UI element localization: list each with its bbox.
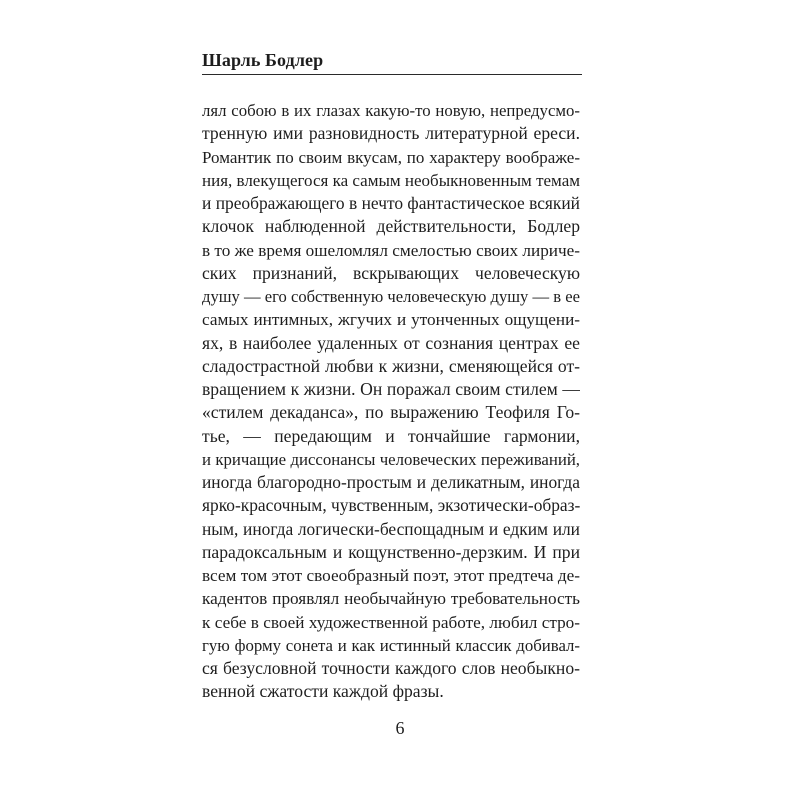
page-number: 6 — [395, 718, 405, 738]
running-head: Шарль Бодлер — [202, 50, 324, 70]
text-line: самых интимных, жгучих и утонченных ощущени- — [202, 310, 580, 330]
text-line: ярко-красочным, чувственным, экзотически-образ- — [202, 495, 580, 516]
body-text — [202, 99, 580, 704]
text-line: и кричащие диссонансы человеческих переживаний, — [202, 449, 580, 469]
text-line: ся безусловной точности каждого слов необыкно- — [202, 658, 580, 678]
text-line: кадентов проявлял необычайную требовательность — [202, 589, 580, 609]
text-line: в то же время ошеломлял смелостью своих лириче- — [202, 240, 580, 260]
text-line: парадоксальным и кощунственно-дерзким. И при — [202, 541, 580, 562]
text-line: ным, иногда логически-беспощадным и едким или — [202, 518, 580, 539]
text-line: всем том этот своеобразный поэт, этот предтеча де- — [202, 566, 580, 585]
text-line: тье, — передающим и тончайшие гармонии, — [202, 425, 580, 446]
text-line: вращением к жизни. Он поражал своим стилем — — [202, 379, 580, 399]
text-line: тренную ими разновидность литературной ереси. — [202, 123, 580, 144]
text-line: ях, в наиболее удаленных от сознания центрах ее — [202, 332, 580, 353]
text-line: иногда благородно-простым и деликатным, иногда — [202, 472, 580, 492]
text-line: лял собою в их глазах какую-то новую, непредусмо- — [202, 101, 580, 120]
text-line: и преображающего в нечто фантастическое всякий — [202, 193, 580, 213]
text-line: к себе в своей художественной работе, любил стро- — [202, 612, 580, 632]
text-line: клочок наблюденной действительности, Бодлер — [202, 216, 580, 237]
text-line: гую форму сонета и как истинный классик добивал- — [202, 635, 580, 655]
text-line: Романтик по своим вкусам, по характеру воображе- — [202, 147, 580, 167]
text-line: душу — его собственную человеческую душу — в ее — [202, 287, 580, 306]
text-line: ских признаний, вскрывающих человеческую — [202, 262, 580, 283]
text-line: «стилем декаданса», по выражению Теофиля Го- — [202, 402, 580, 423]
text-line: венной сжатости каждой фразы. — [202, 681, 444, 702]
text-line: ния, влекущегося ка самым необыкновенным темам — [202, 170, 580, 190]
text-line: сладострастной любви к жизни, сменяющейся от- — [202, 355, 580, 376]
header-rule — [202, 74, 582, 75]
